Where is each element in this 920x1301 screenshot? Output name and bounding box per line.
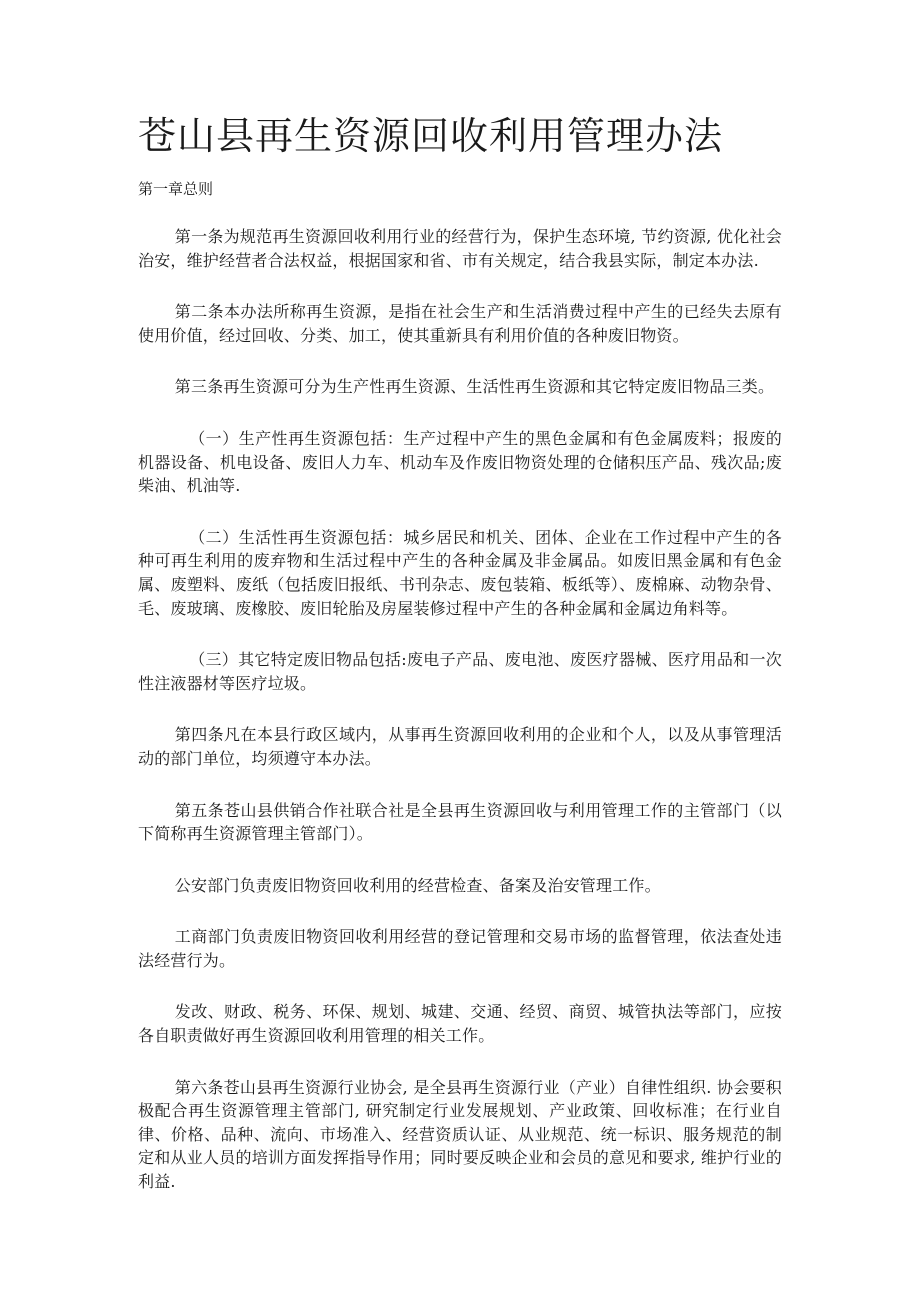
article-3-item-1-paragraph: （一）生产性再生资源包括：生产过程中产生的黑色金属和有色金属废料；报废的机器设备、机电设备、废旧人力车、机动车及作废旧物资处理的仓储积压产品、残次品;废柴油、机油等.	[138, 428, 782, 496]
article-1-paragraph: 第一条为规范再生资源回收利用行业的经营行为，保护生态环境, 节约资源, 优化社会治安，维护经营者合法权益，根据国家和省、市有关规定，结合我县实际，制定本办法.	[138, 227, 782, 270]
document-body	[138, 225, 782, 1222]
article-5-paragraph: 第五条苍山县供销合作社联合社是全县再生资源回收与利用管理工作的主管部门（以下简称再生资源管理主管部门）。	[138, 800, 782, 844]
chapter-heading: 第一章总则	[138, 180, 214, 198]
article-4-paragraph: 第四条凡在本县行政区域内，从事再生资源回收利用的企业和个人，以及从事管理活动的部门单位，均须遵守本办法。	[138, 725, 782, 768]
article-3-paragraph: 第三条再生资源可分为生产性再生资源、生活性再生资源和其它特定废旧物品三类。	[174, 377, 775, 397]
article-3-item-2-paragraph: （二）生活性再生资源包括：城乡居民和机关、团体、企业在工作过程中产生的各种可再生利用的废弃物和生活过程中产生的各种金属及非金属品。如废旧黑金属和有色金属、废塑料、废纸（包括废旧报纸、书刊杂志、废包装箱、板纸等）、废棉麻、动物杂骨、毛、废玻璃、废橡胶、废旧轮胎及房屋装修过程中产生的各种金属和金属边角料等。	[138, 527, 782, 618]
article-3-item-3-paragraph: （三）其它特定废旧物品包括:废电子产品、废电池、废医疗器械、医疗用品和一次性注液器材等医疗垃圾。	[138, 650, 782, 693]
article-5-industry-commerce-paragraph: 工商部门负责废旧物资回收利用经营的登记管理和交易市场的监督管理，依法查处违法经营行为。	[138, 927, 782, 970]
document-title: 苍山县再生资源回收利用管理办法	[138, 114, 724, 158]
article-5-other-departments-paragraph: 发改、财政、税务、环保、规划、城建、交通、经贸、商贸、城管执法等部门，应按各自职责做好再生资源回收利用管理的相关工作。	[138, 1002, 782, 1046]
article-6-paragraph: 第六条苍山县再生资源行业协会, 是全县再生资源行业（产业）自律性组织. 协会要积极配合再生资源管理主管部门, 研究制定行业发展规划、产业政策、回收标准；在行业自律、价格、品种、流向、市场准入、经营资质认证、从业规范、统一标识、服务规范的制定和从业人员的培训方面发挥指导作用；同时要反映企业和会员的意见和要求, 维护行业的利益.	[138, 1077, 782, 1192]
article-5-public-security-paragraph: 公安部门负责废旧物资回收利用的经营检查、备案及治安管理工作。	[174, 875, 661, 895]
article-2-paragraph: 第二条本办法所称再生资源，是指在社会生产和生活消费过程中产生的已经失去原有使用价值，经过回收、分类、加工，使其重新具有利用价值的各种废旧物资。	[138, 302, 782, 345]
